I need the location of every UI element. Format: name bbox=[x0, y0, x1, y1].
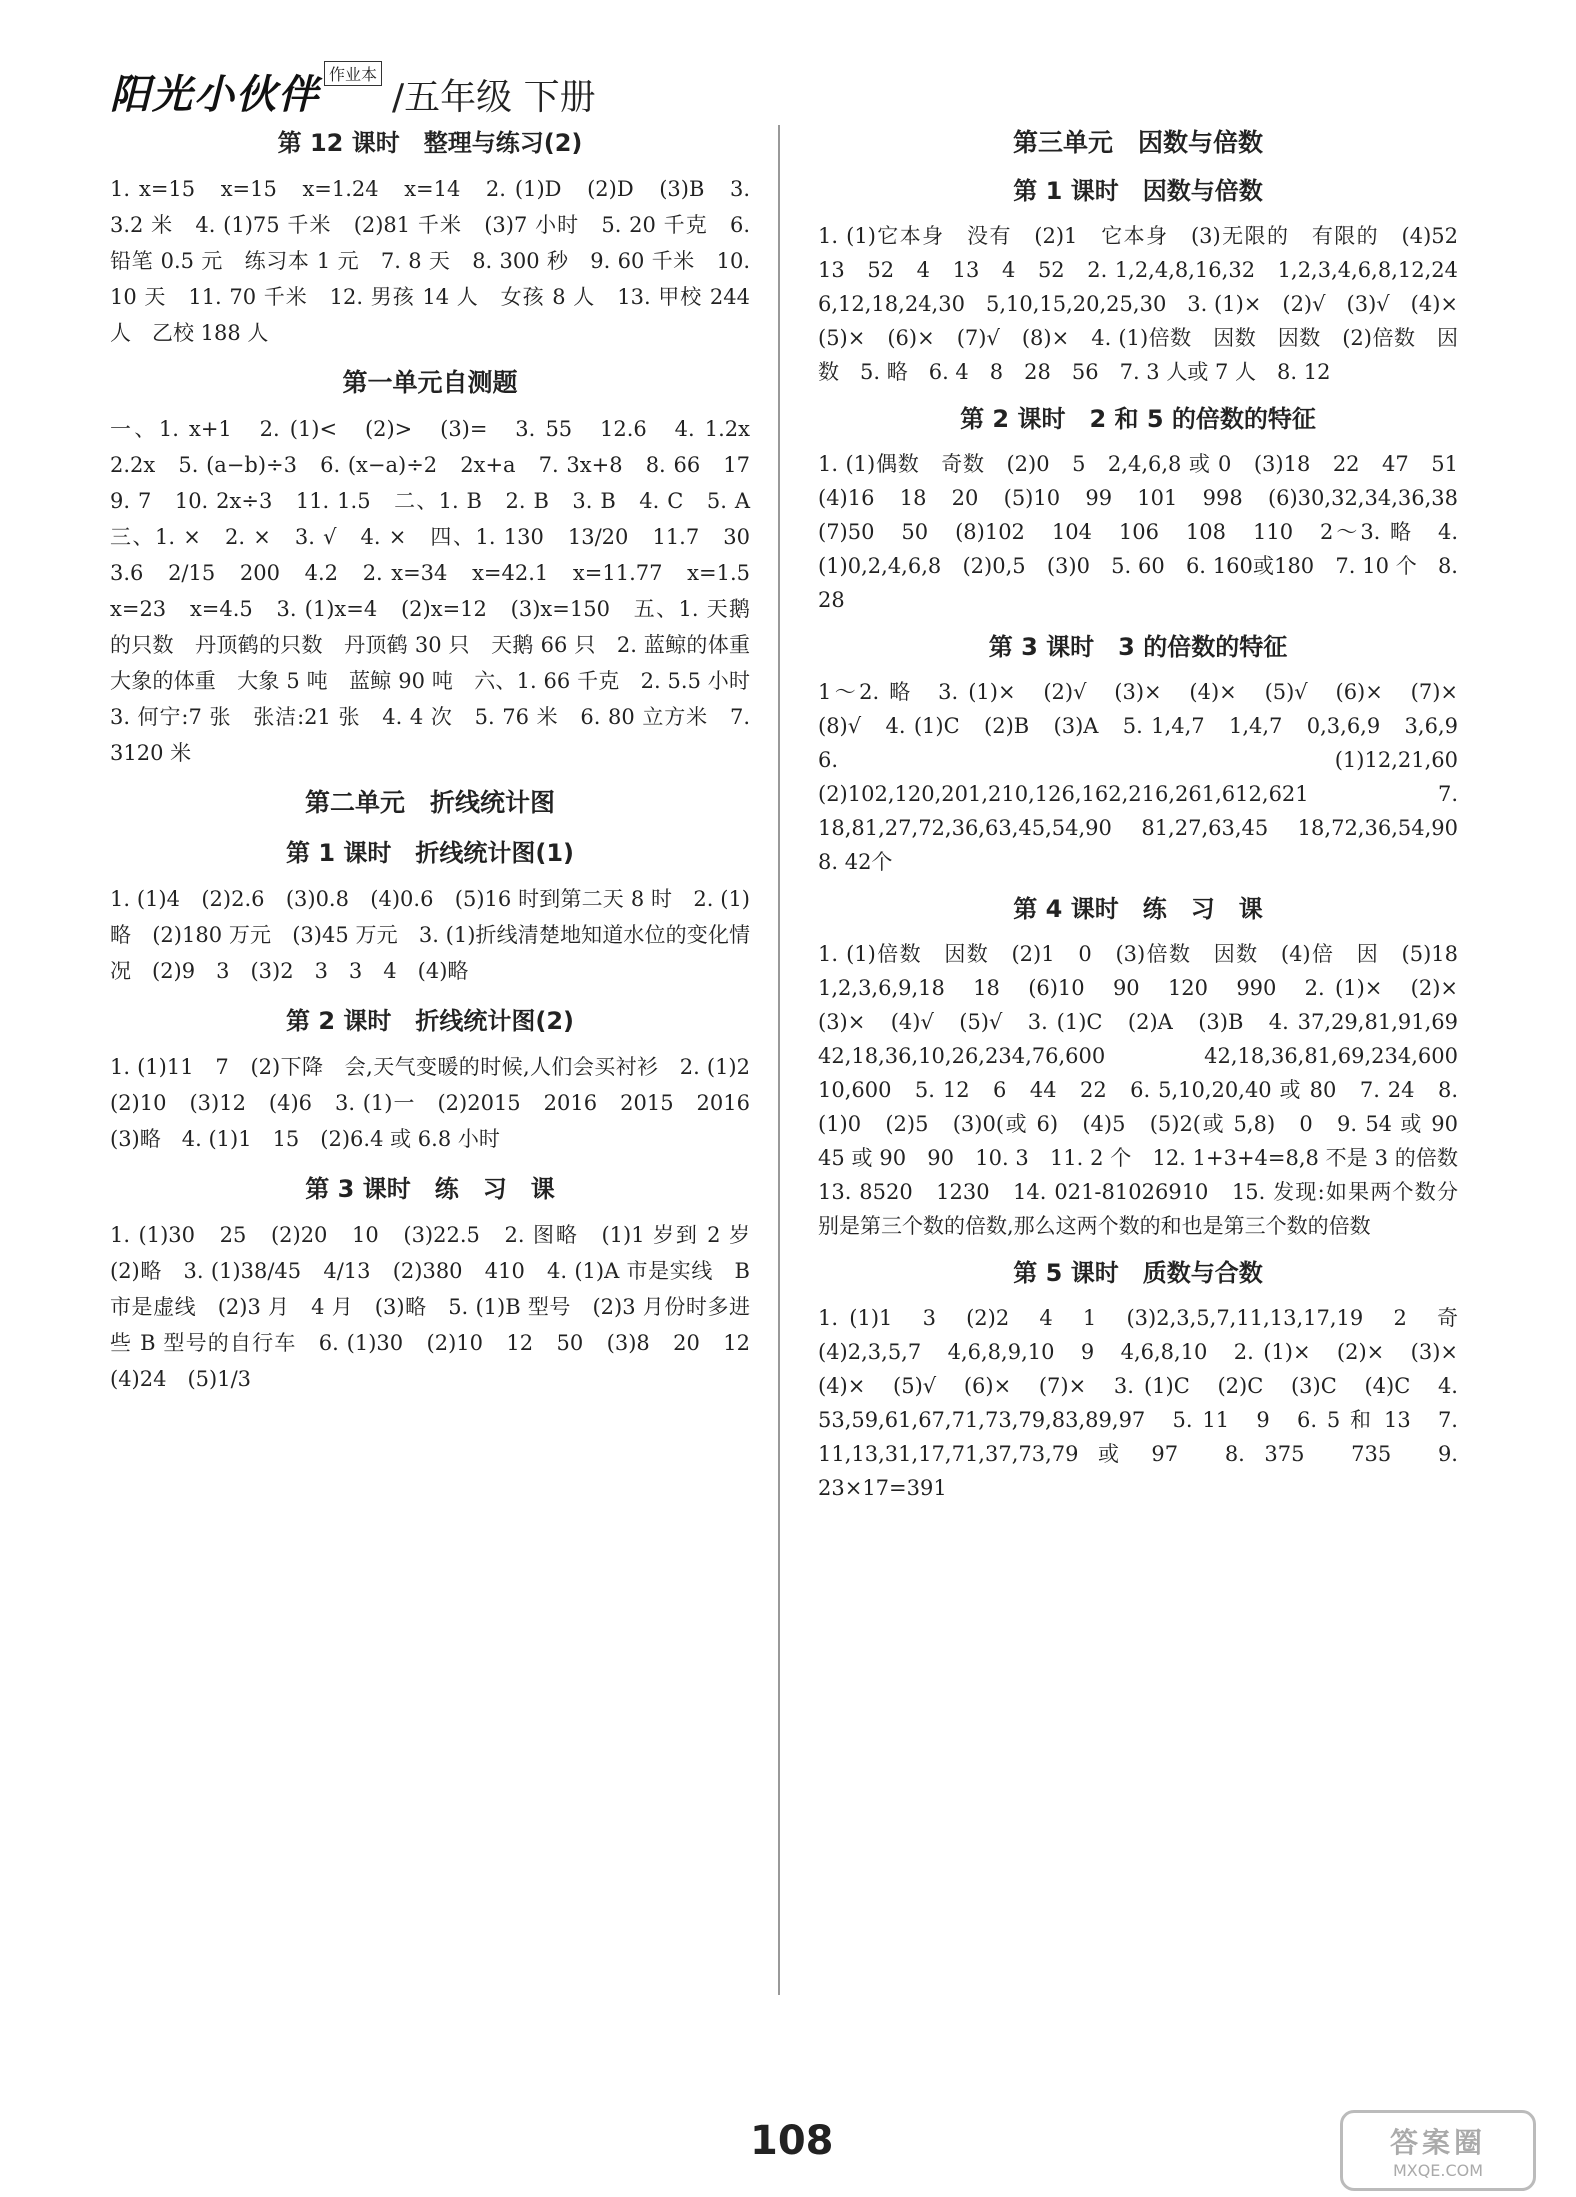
answer-paragraph: 1. (1)30 25 (2)20 10 (3)22.5 2. 图略 (1)1 岁到 2 岁 (2)略 3. (1)38/45 4/13 (2)380 410 4. (1)A 市是实线 B 市是虚线 (2)3 月 4 月 (3)略 5. (1)B 型号 (2)3 月份时多进些 B 型号的自行车 6. (1)30 (2)10 12 50 (3)8 20 12 (4)24 (5)1/3 bbox=[110, 1223, 771, 1391]
watermark bbox=[1340, 2110, 1536, 2191]
answer-paragraph: 1. x=15 x=15 x=1.24 x=14 2. (1)D (2)D (3)B 3. 3.2 米 4. (1)75 千米 (2)81 千米 (3)7 小时 5. 20 千克 6. 铅笔 0.5 元 练习本 1 元 7. 8 天 8. 300 秒 9. 60 千米 10. 10 天 11. 70 千米 12. 男孩 14 人 女孩 8 人 13. 甲校 244 人 乙校 188 人 bbox=[110, 177, 750, 345]
answer-paragraph: 1. (1)偶数 奇数 (2)0 5 2,4,6,8 或 0 (3)18 22 47 51 (4)16 18 20 (5)10 99 101 998 (6)30,32,34,36,38 (7)50 50 (8)102 104 106 108 110 2～3. 略 4. (1)0,2,4,6,8 (2)0,5 (3)0 5. 60 6. 160或180 7. 10 个 8. 28 bbox=[818, 452, 1479, 612]
section-heading: 第 5 课时 质数与合数 bbox=[1013, 1259, 1263, 1287]
answer-paragraph: 1. (1)1 3 (2)2 4 1 (3)2,3,5,7,11,13,17,19 2 奇 (4)2,3,5,7 4,6,8,9,10 9 4,6,8,10 2. (1)× (2)× (3)× (4)× (5)√ (6)× (7)× 3. (1)C (2)C (3)C (4)C 4. 53,59,61,67,71,73,79,83,89,97 5. 11 9 6. 5 和 13 7. 11,13,31,17,71,37,73,79 或 97 8. 375 735 9. 23×17=391 bbox=[818, 1306, 1479, 1500]
workbook-tag: 作业本 bbox=[324, 61, 382, 86]
answer-paragraph: 1. (1)倍数 因数 (2)1 0 (3)倍数 因数 (4)倍 因 (5)18 1,2,3,6,9,18 18 (6)10 90 120 990 2. (1)× (2)× (3)× (4)√ (5)√ 3. (1)C (2)A (3)B 4. 37,29,81,91,69 42,18,36,10,26,234,76,600 42,18,36,81,69,234,600 10,600 5. 12 6 44 22 6. 5,10,20,40 或 80 7. 24 8. (1)0 (2)5 (3)0(或 6) (4)5 (5)2(或 5,8) 0 9. 54 或 90 45 或 90 90 10. 3 11. 2 个 12. 1+3+4=8,8 不是 3 的倍数 13. 8520 1230 14. 021-81026910 15. 发现:如果两个数分别是第三个数的倍数,那么这两个数的和也是第三个数的倍数 bbox=[818, 942, 1479, 1238]
right-column bbox=[818, 125, 1479, 1505]
column-divider bbox=[778, 125, 780, 1995]
brand-logo: 阳光小伙伴 bbox=[110, 72, 320, 118]
section-heading: 第 3 课时 3 的倍数的特征 bbox=[988, 633, 1288, 661]
section-heading: 第 2 课时 折线统计图(2) bbox=[285, 1007, 575, 1035]
section-heading: 第 4 课时 练 习 课 bbox=[1013, 895, 1263, 923]
section-heading: 第 1 课时 因数与倍数 bbox=[1013, 177, 1263, 205]
answer-paragraph: 1. (1)11 7 (2)下降 会,天气变暖的时候,人们会买衬衫 2. (1)2 (2)10 (3)12 (4)6 3. (1)一 (2)2015 2016 2015 2016 (3)略 4. (1)1 15 (2)6.4 或 6.8 小时 bbox=[110, 1055, 771, 1151]
grade-label: /五年级 下册 bbox=[392, 77, 596, 118]
answer-paragraph: 1. (1)它本身 没有 (2)1 它本身 (3)无限的 有限的 (4)52 13 52 4 13 4 52 2. 1,2,4,8,16,32 1,2,3,4,6,8,12,24 6,12,18,24,30 5,10,15,20,25,30 3. (1)× (2)√ (3)√ (4)× (5)× (6)× (7)√ (8)× 4. (1)倍数 因数 因数 (2)倍数 因数 5. 略 6. 4 8 28 56 7. 3 人或 7 人 8. 12 bbox=[818, 224, 1479, 384]
section-heading: 第 3 课时 练 习 课 bbox=[305, 1175, 555, 1203]
answer-paragraph: 1. (1)4 (2)2.6 (3)0.8 (4)0.6 (5)16 时到第二天 8 时 2. (1)略 (2)180 万元 (3)45 万元 3. (1)折线清楚地知道水位的变化情况 (2)9 3 (3)2 3 3 4 (4)略 bbox=[110, 887, 750, 983]
answer-paragraph: 一、1. x+1 2. (1)< (2)> (3)= 3. 55 12.6 4. 1.2x 2.2x 5. (a−b)÷3 6. (x−a)÷2 2x+a 7. 3x+8 8. 66 17 9. 7 10. 2x÷3 11. 1.5 二、1. B 2. B 3. B 4. C 5. A 三、1. × 2. × 3. √ 4. × 四、1. 130 13/20 11.7 30 3.6 2/15 200 4.2 2. x=34 x=42.1 x=11.77 x=1.5 x=23 x=4.5 3. (1)x=4 (2)x=12 (3)x=150 五、1. 天鹅的只数 丹顶鹤的只数 丹顶鹤 30 只 天鹅 66 只 2. 蓝鲸的体重 大象的体重 大象 5 吨 蓝鲸 90 吨 六、1. 66 千克 2. 5.5 小时 3. 何宁:7 张 张洁:21 张 4. 4 次 5. 76 米 6. 80 立方米 7. 3120 米 bbox=[110, 417, 771, 765]
section-heading: 第三单元 因数与倍数 bbox=[1012, 128, 1263, 157]
answer-paragraph: 1～2. 略 3. (1)× (2)√ (3)× (4)× (5)√ (6)× (7)× (8)√ 4. (1)C (2)B (3)A 5. 1,4,7 1,4,7 0,3,6,9 3,6,9 6. (1)12,21,60 (2)102,120,201,210,126,162,216,261,612,621 7. 18,81,27,72,36,63,45,54,90 81,27,63,45 18,72,36,54,90 8. 42个 bbox=[818, 680, 1479, 874]
section-heading: 第一单元自测题 bbox=[342, 368, 518, 397]
section-heading: 第 12 课时 整理与练习(2) bbox=[277, 129, 583, 157]
left-column bbox=[110, 125, 771, 1397]
page-number: 108 bbox=[750, 2118, 834, 2164]
section-heading: 第二单元 折线统计图 bbox=[304, 788, 555, 817]
section-heading: 第 2 课时 2 和 5 的倍数的特征 bbox=[960, 405, 1316, 433]
section-heading: 第 1 课时 折线统计图(1) bbox=[285, 839, 575, 867]
book-header bbox=[110, 60, 596, 120]
watermark-logo: 答案圈 bbox=[1389, 2126, 1486, 2159]
watermark-site: MXQE.COM bbox=[1392, 2161, 1484, 2180]
